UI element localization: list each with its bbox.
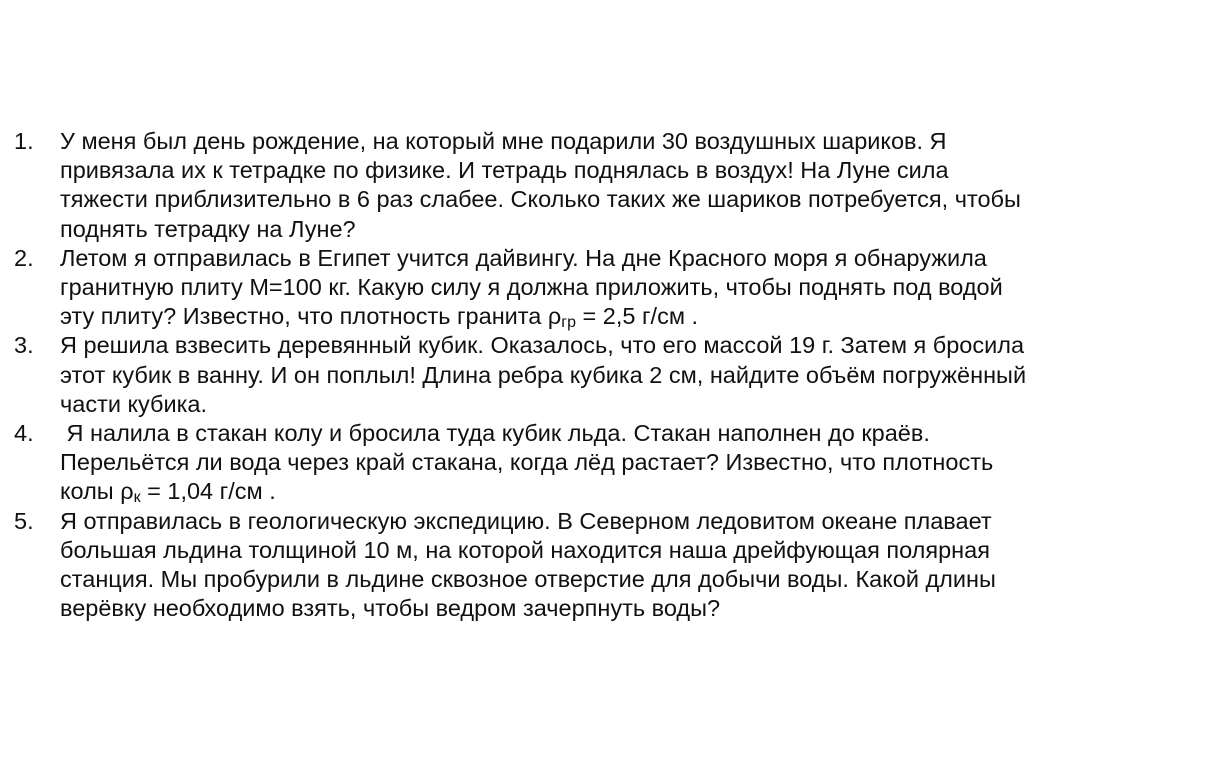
text-line: гранитную плиту M=100 кг. Какую силу я должна приложить, чтобы поднять под водой (60, 274, 1003, 301)
density-subscript: гр (561, 314, 576, 332)
text-line: Перельётся ли вода через край стакана, когда лёд растает? Известно, что плотность (60, 449, 994, 476)
problem-text (60, 331, 1204, 419)
density-subscript: к (133, 489, 141, 507)
problem-text (60, 419, 1204, 507)
problem-number: 3. (14, 332, 34, 359)
text-line: У меня был день рождение, на который мне подарили 30 воздушных шариков. Я (60, 128, 947, 154)
formula-suffix: = 2,5 г/см . (576, 303, 699, 330)
problem-text (60, 244, 1204, 332)
problem-number: 4. (14, 420, 34, 447)
text-line-with-formula (60, 302, 1204, 331)
problem-3 (14, 331, 1204, 419)
text-line: части кубика. (60, 390, 208, 417)
problem-5 (14, 507, 1204, 624)
problem-number: 5. (14, 507, 34, 534)
problem-list (14, 127, 1204, 623)
text-line: тяжести приблизительно в 6 раз слабее. Сколько таких же шариков потребуется, чтобы (60, 186, 1021, 213)
problem-4 (14, 419, 1204, 507)
text-line: Я налила в стакан колу и бросила туда кубик льда. Стакан наполнен до краёв. (60, 420, 930, 447)
text-line: Я решила взвесить деревянный кубик. Оказалось, что его массой 19 г. Затем я бросила (60, 332, 1025, 359)
text-line: станция. Мы пробурили в льдине сквозное отверстие для добычи воды. Какой длины (60, 566, 996, 593)
formula-suffix: = 1,04 г/см . (140, 478, 276, 505)
problem-text (60, 507, 1204, 624)
text-line: большая льдина толщиной 10 м, на которой находится наша дрейфующая полярная (60, 536, 990, 563)
text-line: верёвку необходимо взять, чтобы ведром зачерпнуть воды? (60, 595, 721, 622)
formula-prefix: колы ρ (60, 478, 134, 505)
text-line: привязала их к тетрадке по физике. И тетрадь поднялась в воздух! На Луне сила (60, 157, 949, 184)
problem-number: 2. (14, 244, 34, 271)
text-line: этот кубик в ванну. И он поплыл! Длина ребра кубика 2 см, найдите объём погружённый (60, 361, 1027, 388)
problem-1 (14, 127, 1204, 244)
problem-2 (14, 244, 1204, 332)
text-line-with-formula (60, 477, 1204, 506)
problem-text (60, 127, 1204, 244)
text-line: Я отправилась в геологическую экспедицию. В Северном ледовитом океане плавает (60, 507, 992, 534)
text-line: Летом я отправилась в Египет учится дайвингу. На дне Красного моря я обнаружила (60, 244, 987, 271)
problem-number: 1. (14, 128, 34, 154)
text-line: поднять тетрадку на Луне? (60, 215, 356, 242)
formula-prefix: эту плиту? Известно, что плотность гранита ρ (60, 303, 562, 330)
